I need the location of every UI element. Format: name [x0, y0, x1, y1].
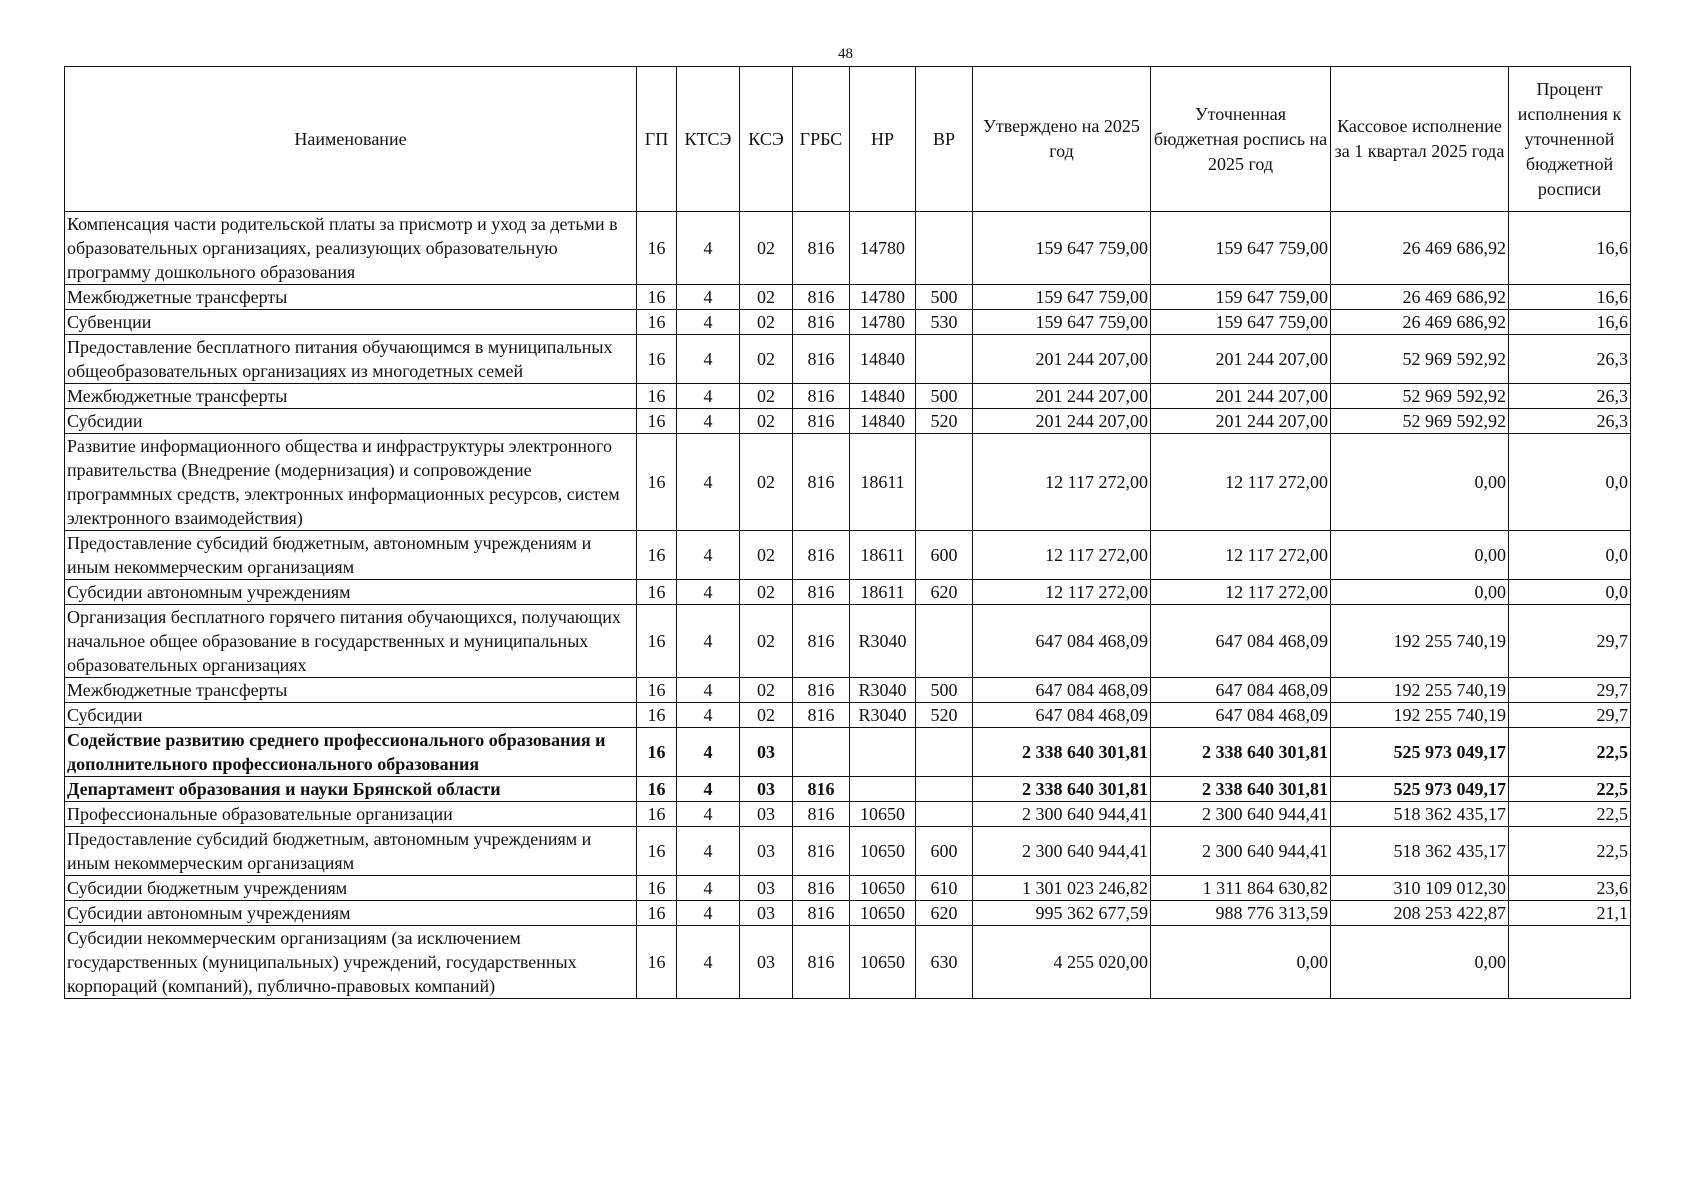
cell-approved: 647 084 468,09 — [973, 605, 1151, 678]
cell-grbs: 816 — [793, 901, 850, 926]
cell-kse: 03 — [740, 926, 793, 999]
cell-kse: 02 — [740, 212, 793, 285]
cell-ktse: 4 — [677, 310, 740, 335]
cell-percent: 0,0 — [1509, 434, 1631, 531]
cell-refined: 2 338 640 301,81 — [1151, 777, 1331, 802]
cell-percent: 16,6 — [1509, 310, 1631, 335]
cell-refined: 12 117 272,00 — [1151, 434, 1331, 531]
header-np: НР — [850, 67, 916, 212]
cell-gp: 16 — [637, 728, 677, 777]
cell-cash: 525 973 049,17 — [1331, 777, 1509, 802]
cell-vr — [916, 335, 973, 384]
cell-approved: 995 362 677,59 — [973, 901, 1151, 926]
table-row — [65, 926, 1631, 999]
cell-percent: 22,5 — [1509, 777, 1631, 802]
cell-np: 18611 — [850, 531, 916, 580]
cell-kse: 03 — [740, 802, 793, 827]
cell-refined: 159 647 759,00 — [1151, 285, 1331, 310]
cell-refined: 988 776 313,59 — [1151, 901, 1331, 926]
cell-name: Предоставление субсидий бюджетным, автономным учреждениям и иным некоммерческим организациям — [65, 531, 637, 580]
cell-percent: 29,7 — [1509, 605, 1631, 678]
cell-gp: 16 — [637, 580, 677, 605]
cell-refined: 12 117 272,00 — [1151, 531, 1331, 580]
cell-cash: 518 362 435,17 — [1331, 827, 1509, 876]
cell-approved: 2 338 640 301,81 — [973, 728, 1151, 777]
cell-ktse: 4 — [677, 777, 740, 802]
cell-vr: 600 — [916, 827, 973, 876]
header-approved: Утверждено на 2025 год — [973, 67, 1151, 212]
cell-grbs: 816 — [793, 580, 850, 605]
cell-ktse: 4 — [677, 703, 740, 728]
cell-approved: 647 084 468,09 — [973, 703, 1151, 728]
cell-kse: 02 — [740, 531, 793, 580]
cell-kse: 02 — [740, 285, 793, 310]
cell-percent: 16,6 — [1509, 212, 1631, 285]
cell-grbs: 816 — [793, 434, 850, 531]
table-row — [65, 802, 1631, 827]
cell-gp: 16 — [637, 212, 677, 285]
table-row — [65, 678, 1631, 703]
cell-grbs: 816 — [793, 605, 850, 678]
cell-np: 14780 — [850, 310, 916, 335]
header-cash: Кассовое исполнение за 1 квартал 2025 года — [1331, 67, 1509, 212]
cell-refined: 12 117 272,00 — [1151, 580, 1331, 605]
cell-refined: 1 311 864 630,82 — [1151, 876, 1331, 901]
cell-approved: 12 117 272,00 — [973, 580, 1151, 605]
cell-refined: 0,00 — [1151, 926, 1331, 999]
cell-refined: 647 084 468,09 — [1151, 703, 1331, 728]
cell-kse: 02 — [740, 580, 793, 605]
cell-np: 10650 — [850, 802, 916, 827]
cell-cash: 208 253 422,87 — [1331, 901, 1509, 926]
table-row — [65, 531, 1631, 580]
cell-approved: 201 244 207,00 — [973, 335, 1151, 384]
cell-gp: 16 — [637, 310, 677, 335]
cell-cash: 192 255 740,19 — [1331, 703, 1509, 728]
cell-name: Субсидии — [65, 703, 637, 728]
cell-grbs: 816 — [793, 409, 850, 434]
cell-grbs: 816 — [793, 335, 850, 384]
cell-kse: 03 — [740, 728, 793, 777]
cell-vr — [916, 728, 973, 777]
cell-gp: 16 — [637, 926, 677, 999]
cell-percent: 23,6 — [1509, 876, 1631, 901]
cell-np: 10650 — [850, 876, 916, 901]
cell-np: 10650 — [850, 926, 916, 999]
cell-vr: 520 — [916, 703, 973, 728]
cell-vr: 500 — [916, 678, 973, 703]
cell-grbs: 816 — [793, 310, 850, 335]
cell-ktse: 4 — [677, 827, 740, 876]
cell-approved: 159 647 759,00 — [973, 310, 1151, 335]
cell-name: Межбюджетные трансферты — [65, 384, 637, 409]
cell-np: R3040 — [850, 703, 916, 728]
cell-grbs: 816 — [793, 531, 850, 580]
cell-ktse: 4 — [677, 605, 740, 678]
cell-approved: 647 084 468,09 — [973, 678, 1151, 703]
cell-kse: 03 — [740, 827, 793, 876]
cell-percent: 22,5 — [1509, 728, 1631, 777]
cell-gp: 16 — [637, 434, 677, 531]
cell-np: 14780 — [850, 212, 916, 285]
cell-ktse: 4 — [677, 384, 740, 409]
cell-grbs: 816 — [793, 384, 850, 409]
cell-ktse: 4 — [677, 335, 740, 384]
table-row — [65, 310, 1631, 335]
cell-name: Субсидии некоммерческим организациям (за исключением государственных (муниципальных) учреждений, государственных корпораций (компаний), публично-правовых компаний) — [65, 926, 637, 999]
cell-cash: 52 969 592,92 — [1331, 409, 1509, 434]
table-row — [65, 605, 1631, 678]
cell-refined: 2 300 640 944,41 — [1151, 827, 1331, 876]
cell-grbs: 816 — [793, 926, 850, 999]
cell-percent: 29,7 — [1509, 678, 1631, 703]
table-row — [65, 777, 1631, 802]
cell-ktse: 4 — [677, 434, 740, 531]
header-gp: ГП — [637, 67, 677, 212]
cell-np: 18611 — [850, 580, 916, 605]
cell-grbs: 816 — [793, 827, 850, 876]
cell-gp: 16 — [637, 876, 677, 901]
table-row — [65, 434, 1631, 531]
cell-cash: 0,00 — [1331, 926, 1509, 999]
table-body — [65, 212, 1631, 999]
cell-gp: 16 — [637, 901, 677, 926]
cell-kse: 03 — [740, 901, 793, 926]
cell-gp: 16 — [637, 678, 677, 703]
cell-ktse: 4 — [677, 285, 740, 310]
cell-kse: 02 — [740, 434, 793, 531]
cell-approved: 2 300 640 944,41 — [973, 802, 1151, 827]
cell-approved: 12 117 272,00 — [973, 531, 1151, 580]
cell-cash: 26 469 686,92 — [1331, 212, 1509, 285]
cell-percent: 22,5 — [1509, 802, 1631, 827]
cell-np: 14840 — [850, 384, 916, 409]
cell-vr: 610 — [916, 876, 973, 901]
header-kse: КСЭ — [740, 67, 793, 212]
cell-refined: 647 084 468,09 — [1151, 605, 1331, 678]
cell-name: Межбюджетные трансферты — [65, 678, 637, 703]
cell-name: Субсидии — [65, 409, 637, 434]
cell-ktse: 4 — [677, 926, 740, 999]
cell-ktse: 4 — [677, 728, 740, 777]
cell-np: 14840 — [850, 409, 916, 434]
cell-vr — [916, 212, 973, 285]
cell-name: Субсидии бюджетным учреждениям — [65, 876, 637, 901]
cell-name: Департамент образования и науки Брянской области — [65, 777, 637, 802]
cell-percent: 0,0 — [1509, 580, 1631, 605]
cell-vr — [916, 605, 973, 678]
cell-vr: 630 — [916, 926, 973, 999]
cell-kse: 02 — [740, 310, 793, 335]
cell-np: R3040 — [850, 605, 916, 678]
table-row — [65, 580, 1631, 605]
cell-gp: 16 — [637, 605, 677, 678]
cell-kse: 03 — [740, 777, 793, 802]
cell-kse: 02 — [740, 605, 793, 678]
cell-kse: 02 — [740, 409, 793, 434]
cell-ktse: 4 — [677, 531, 740, 580]
table-row — [65, 285, 1631, 310]
cell-np: 18611 — [850, 434, 916, 531]
cell-name: Профессиональные образовательные организации — [65, 802, 637, 827]
cell-refined: 201 244 207,00 — [1151, 384, 1331, 409]
cell-kse: 03 — [740, 876, 793, 901]
cell-approved: 12 117 272,00 — [973, 434, 1151, 531]
cell-cash: 0,00 — [1331, 434, 1509, 531]
cell-grbs: 816 — [793, 285, 850, 310]
cell-cash: 0,00 — [1331, 531, 1509, 580]
cell-refined: 2 300 640 944,41 — [1151, 802, 1331, 827]
cell-kse: 02 — [740, 335, 793, 384]
cell-gp: 16 — [637, 777, 677, 802]
cell-gp: 16 — [637, 802, 677, 827]
cell-grbs: 816 — [793, 802, 850, 827]
cell-kse: 02 — [740, 384, 793, 409]
cell-refined: 159 647 759,00 — [1151, 212, 1331, 285]
cell-approved: 2 338 640 301,81 — [973, 777, 1151, 802]
cell-approved: 159 647 759,00 — [973, 212, 1151, 285]
cell-percent: 26,3 — [1509, 384, 1631, 409]
cell-refined: 647 084 468,09 — [1151, 678, 1331, 703]
header-percent: Процент исполнения к уточненной бюджетной росписи — [1509, 67, 1631, 212]
cell-ktse: 4 — [677, 876, 740, 901]
cell-name: Субсидии автономным учреждениям — [65, 901, 637, 926]
cell-percent: 22,5 — [1509, 827, 1631, 876]
cell-ktse: 4 — [677, 802, 740, 827]
cell-grbs: 816 — [793, 212, 850, 285]
cell-np — [850, 777, 916, 802]
cell-name: Содействие развитию среднего профессионального образования и дополнительного профессионального образования — [65, 728, 637, 777]
page-number: 48 — [838, 46, 853, 62]
table-row — [65, 876, 1631, 901]
cell-np: 10650 — [850, 827, 916, 876]
cell-vr — [916, 434, 973, 531]
cell-vr: 600 — [916, 531, 973, 580]
cell-approved: 2 300 640 944,41 — [973, 827, 1151, 876]
cell-cash: 525 973 049,17 — [1331, 728, 1509, 777]
cell-ktse: 4 — [677, 901, 740, 926]
cell-gp: 16 — [637, 827, 677, 876]
cell-np: R3040 — [850, 678, 916, 703]
cell-name: Развитие информационного общества и инфраструктуры электронного правительства (Внедрение (модернизация) и сопровождение программных средств, электронных информационных ресурсов, систем электронного взаимодействия) — [65, 434, 637, 531]
cell-np — [850, 728, 916, 777]
cell-cash: 26 469 686,92 — [1331, 285, 1509, 310]
cell-cash: 192 255 740,19 — [1331, 678, 1509, 703]
cell-cash: 518 362 435,17 — [1331, 802, 1509, 827]
cell-grbs: 816 — [793, 703, 850, 728]
cell-gp: 16 — [637, 285, 677, 310]
cell-approved: 201 244 207,00 — [973, 384, 1151, 409]
cell-np: 14780 — [850, 285, 916, 310]
cell-ktse: 4 — [677, 212, 740, 285]
cell-grbs: 816 — [793, 777, 850, 802]
cell-approved: 201 244 207,00 — [973, 409, 1151, 434]
cell-approved: 159 647 759,00 — [973, 285, 1151, 310]
cell-gp: 16 — [637, 335, 677, 384]
cell-name: Субсидии автономным учреждениям — [65, 580, 637, 605]
cell-ktse: 4 — [677, 409, 740, 434]
cell-cash: 52 969 592,92 — [1331, 384, 1509, 409]
cell-percent — [1509, 926, 1631, 999]
cell-name: Предоставление бесплатного питания обучающимся в муниципальных общеобразовательных организациях из многодетных семей — [65, 335, 637, 384]
cell-refined: 201 244 207,00 — [1151, 409, 1331, 434]
table-row — [65, 703, 1631, 728]
table-row — [65, 335, 1631, 384]
cell-vr: 500 — [916, 384, 973, 409]
cell-refined: 2 338 640 301,81 — [1151, 728, 1331, 777]
header-row — [65, 67, 1631, 212]
cell-vr — [916, 802, 973, 827]
cell-cash: 192 255 740,19 — [1331, 605, 1509, 678]
table-row — [65, 409, 1631, 434]
header-vr: ВР — [916, 67, 973, 212]
header-grbs: ГРБС — [793, 67, 850, 212]
cell-approved: 4 255 020,00 — [973, 926, 1151, 999]
cell-kse: 02 — [740, 703, 793, 728]
cell-kse: 02 — [740, 678, 793, 703]
cell-refined: 159 647 759,00 — [1151, 310, 1331, 335]
cell-percent: 26,3 — [1509, 409, 1631, 434]
cell-vr: 500 — [916, 285, 973, 310]
cell-ktse: 4 — [677, 580, 740, 605]
cell-cash: 310 109 012,30 — [1331, 876, 1509, 901]
cell-gp: 16 — [637, 384, 677, 409]
cell-approved: 1 301 023 246,82 — [973, 876, 1151, 901]
cell-cash: 52 969 592,92 — [1331, 335, 1509, 384]
cell-percent: 16,6 — [1509, 285, 1631, 310]
cell-grbs — [793, 728, 850, 777]
table-row — [65, 384, 1631, 409]
cell-percent: 29,7 — [1509, 703, 1631, 728]
cell-gp: 16 — [637, 703, 677, 728]
cell-name: Организация бесплатного горячего питания обучающихся, получающих начальное общее образование в государственных и муниципальных образовательных организациях — [65, 605, 637, 678]
cell-percent: 26,3 — [1509, 335, 1631, 384]
header-ktse: КТСЭ — [677, 67, 740, 212]
table-row — [65, 728, 1631, 777]
cell-np: 14840 — [850, 335, 916, 384]
header-name: Наименование — [65, 67, 637, 212]
cell-cash: 26 469 686,92 — [1331, 310, 1509, 335]
table-row — [65, 212, 1631, 285]
cell-grbs: 816 — [793, 876, 850, 901]
cell-gp: 16 — [637, 409, 677, 434]
cell-vr: 620 — [916, 901, 973, 926]
table-row — [65, 827, 1631, 876]
table-row — [65, 901, 1631, 926]
cell-cash: 0,00 — [1331, 580, 1509, 605]
cell-percent: 21,1 — [1509, 901, 1631, 926]
header-refined: Уточненная бюджетная роспись на 2025 год — [1151, 67, 1331, 212]
cell-name: Компенсация части родительской платы за присмотр и уход за детьми в образовательных организациях, реализующих образовательную программу дошкольного образования — [65, 212, 637, 285]
cell-refined: 201 244 207,00 — [1151, 335, 1331, 384]
cell-vr: 520 — [916, 409, 973, 434]
cell-name: Межбюджетные трансферты — [65, 285, 637, 310]
cell-np: 10650 — [850, 901, 916, 926]
cell-vr — [916, 777, 973, 802]
cell-vr: 620 — [916, 580, 973, 605]
budget-table — [64, 66, 1631, 999]
cell-grbs: 816 — [793, 678, 850, 703]
cell-name: Субвенции — [65, 310, 637, 335]
cell-name: Предоставление субсидий бюджетным, автономным учреждениям и иным некоммерческим организациям — [65, 827, 637, 876]
cell-vr: 530 — [916, 310, 973, 335]
cell-gp: 16 — [637, 531, 677, 580]
cell-ktse: 4 — [677, 678, 740, 703]
cell-percent: 0,0 — [1509, 531, 1631, 580]
